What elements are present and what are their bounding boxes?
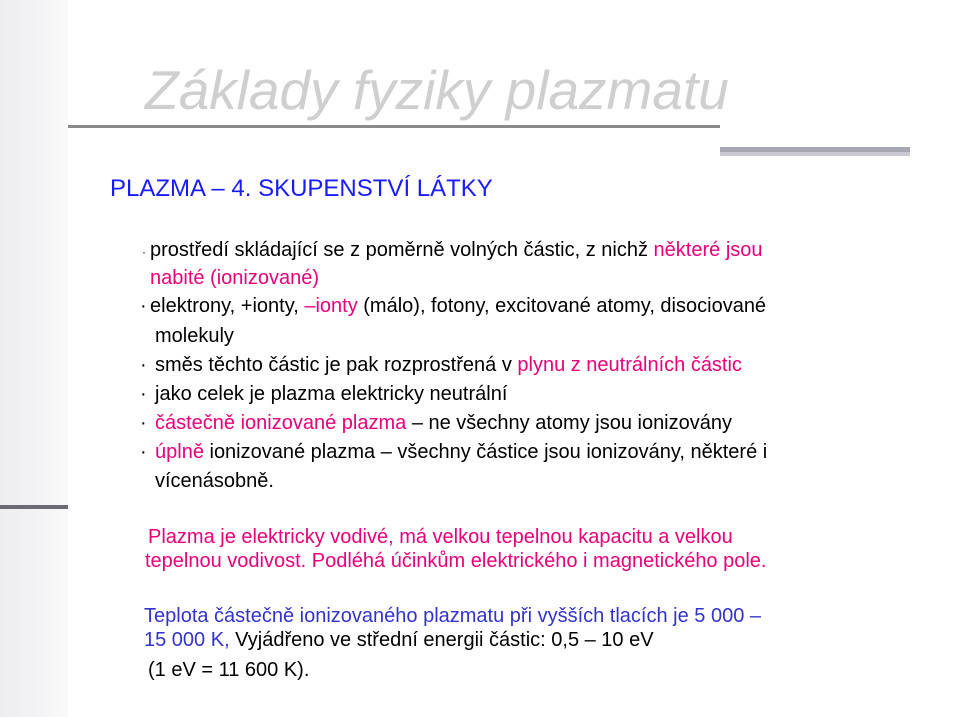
bullet-6-line-1 (155, 440, 767, 464)
bullet-5-text-highlight: částečně ionizované plazma (155, 412, 407, 434)
bullet-6-text-highlight: úplně (155, 441, 204, 463)
section-heading: PLAZMA – 4. SKUPENSTVÍ LÁTKY (110, 175, 493, 202)
bullet-marker: · (140, 354, 147, 376)
bullet-1-text-a: prostředí skládající se z poměrně volných částic, z nichž (150, 239, 654, 261)
bullet-2-line-1 (150, 294, 766, 318)
bullet-3-text-highlight: plynu z neutrálních částic (517, 354, 742, 376)
bullet-2-text-highlight: –ionty (304, 295, 358, 317)
paragraph-2-line-2 (144, 628, 654, 652)
bullet-marker: · (140, 441, 147, 463)
paragraph-2-text-highlight: 15 000 K, (144, 629, 230, 651)
paragraph-2-text-b: Vyjádřeno ve střední energii částic: 0,5 – 10 eV (229, 629, 654, 651)
bullet-3 (155, 353, 742, 377)
bullet-1-line-1 (150, 238, 763, 262)
slide-title: Základy fyziky plazmatu (145, 59, 729, 121)
paragraph-2-line-1: Teplota částečně ionizovaného plazmatu při vyšších tlacích je 5 000 – (144, 605, 762, 627)
bullet-4: jako celek je plazma elektricky neutrální (155, 383, 508, 405)
bullet-6-line-2: vícenásobně. (155, 470, 274, 492)
bullet-marker: · (140, 412, 147, 434)
bullet-1-text-highlight: některé jsou (653, 239, 763, 261)
paragraph-1-line-2: tepelnou vodivost. Podléhá účinkům elektrického i magnetického pole. (145, 550, 767, 572)
bullet-1-line-2: nabité (ionizované) (150, 267, 319, 289)
bullet-marker: · (140, 383, 147, 405)
bullet-5 (155, 411, 732, 435)
left-decorative-band (0, 0, 68, 717)
left-band-marker (0, 505, 68, 509)
paragraph-1-line-1: Plazma je elektricky vodivé, má velkou tepelnou kapacitu a velkou (148, 526, 733, 548)
bullet-marker: · (140, 295, 147, 317)
bullet-2-text-c: (málo), fotony, excitované atomy, disociované (357, 295, 767, 317)
bullet-5-text-b: – ne všechny atomy jsou ionizovány (406, 412, 732, 434)
paragraph-2-line-3: (1 eV = 11 600 K). (148, 659, 310, 681)
title-divider-line (68, 125, 720, 128)
title-divider-accent-light (720, 152, 910, 156)
bullet-marker: · (142, 245, 146, 259)
bullet-2-line-2: molekuly (155, 325, 234, 347)
bullet-2-text-a: elektrony, +ionty, (150, 295, 305, 317)
bullet-6-text-b: ionizované plazma – všechny částice jsou ionizovány, některé i (203, 441, 768, 463)
bullet-3-text-a: směs těchto částic je pak rozprostřená v (155, 354, 518, 376)
